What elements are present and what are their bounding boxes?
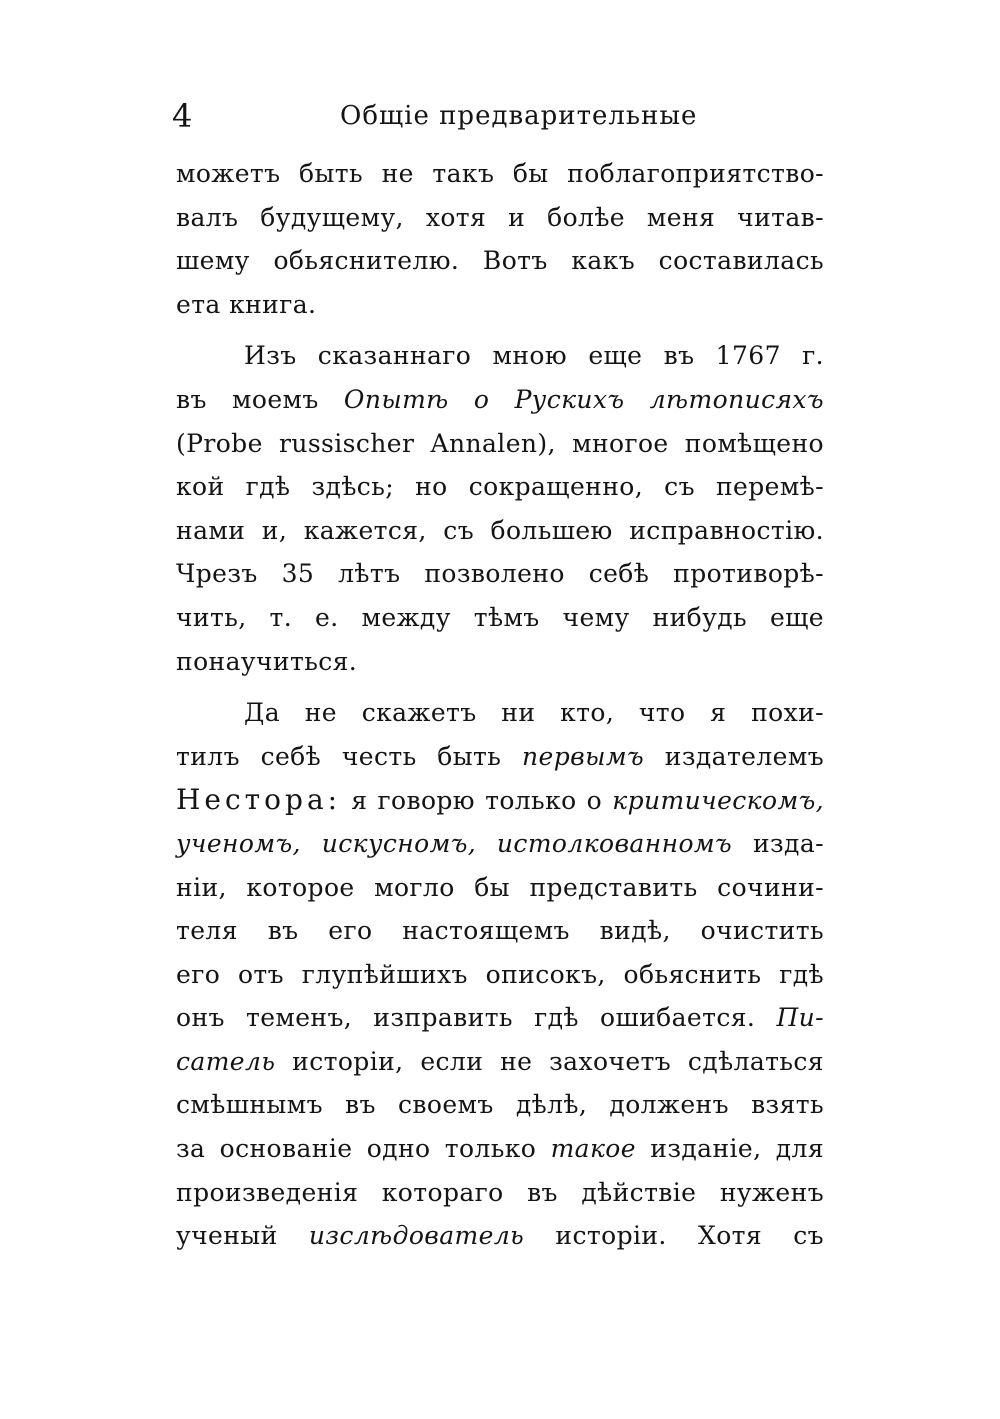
text-span: за основаніе одно только: [176, 1134, 537, 1164]
text-span: тилъ себѣ честь быть: [176, 741, 502, 771]
text-line: [176, 378, 824, 422]
text-line: [176, 422, 824, 466]
text-line: его отъ глупѣйшихъ описокъ, обьяснить гдѣ: [176, 959, 824, 989]
text-line: валъ будущему, хотя и болѣе меня читав-: [176, 202, 824, 232]
text-line: теля въ его настоящемъ видѣ, очистить: [176, 916, 824, 946]
text-line: понаучиться.: [176, 646, 358, 676]
italic-word: Пи-: [776, 1003, 824, 1033]
text-line: [176, 822, 824, 866]
text-span: изданіе, для: [650, 1134, 825, 1164]
text-span: изда-: [752, 828, 824, 858]
text-line: ета книга.: [176, 289, 317, 319]
german-title: (Probe russischer Annalen),: [176, 428, 556, 458]
text-line: Изъ сказаннаго мною еще въ 1767 г.: [244, 341, 824, 371]
text-line: Да не скажетъ ни кто, что я похи-: [244, 698, 824, 728]
page-number: 4: [172, 97, 193, 135]
italic-word: изслѣдователь: [308, 1221, 525, 1251]
text-line: [176, 778, 824, 822]
spaced-name: Нестора:: [176, 783, 342, 817]
body-text: [176, 152, 824, 1258]
text-line: Чрезъ 35 лѣтъ позволено себѣ противорѣ-: [176, 559, 824, 589]
text-span: въ моемъ: [176, 384, 319, 414]
text-span: я говорю только о: [351, 786, 603, 816]
italic-word: критическомъ,: [612, 786, 824, 816]
text-line: [176, 996, 824, 1040]
text-line: шему обьяснителю. Вотъ какъ составилась: [176, 246, 824, 276]
text-line: можетъ быть не такъ бы поблагоприятство-: [176, 159, 824, 188]
text-span: исторіи. Хотя съ: [555, 1221, 824, 1251]
italic-word: первымъ: [522, 741, 645, 771]
text-span: исторіи, если не захочетъ сдѣлаться: [292, 1046, 824, 1076]
text-line: ніи, которое могло бы представить сочини-: [176, 872, 824, 902]
text-line: [176, 1214, 824, 1258]
text-line: кой гдѣ здѣсь; но сокращенно, съ перемѣ-: [176, 472, 824, 502]
text-line: [176, 1127, 824, 1171]
text-span: онъ теменъ, изправить гдѣ ошибается.: [176, 1003, 756, 1033]
text-line: нами и, кажется, съ большею исправностію.: [176, 515, 824, 545]
running-head: Общіе предварительные: [340, 101, 698, 131]
italic-phrase: ученомъ, искусномъ, истолкованномъ: [176, 828, 733, 858]
text-span: многое помѣщено: [572, 428, 824, 458]
text-line: чить, т. е. между тѣмъ чему нибудь еще: [176, 602, 824, 632]
text-line: смѣшнымъ въ своемъ дѣлѣ, долженъ взять: [176, 1090, 824, 1120]
text-line: [176, 1040, 824, 1084]
text-span: ученый: [176, 1221, 278, 1251]
italic-word: сатель: [176, 1046, 276, 1076]
text-line: произведенія котораго въ дѣйствіе нуженъ: [176, 1177, 824, 1207]
page-header: [168, 96, 828, 136]
italic-word: такое: [550, 1134, 636, 1164]
italic-title: Опытѣ о Рускихъ лѣтописяхъ: [343, 384, 824, 414]
text-span: издателемъ: [664, 741, 824, 771]
text-line: [176, 735, 824, 779]
